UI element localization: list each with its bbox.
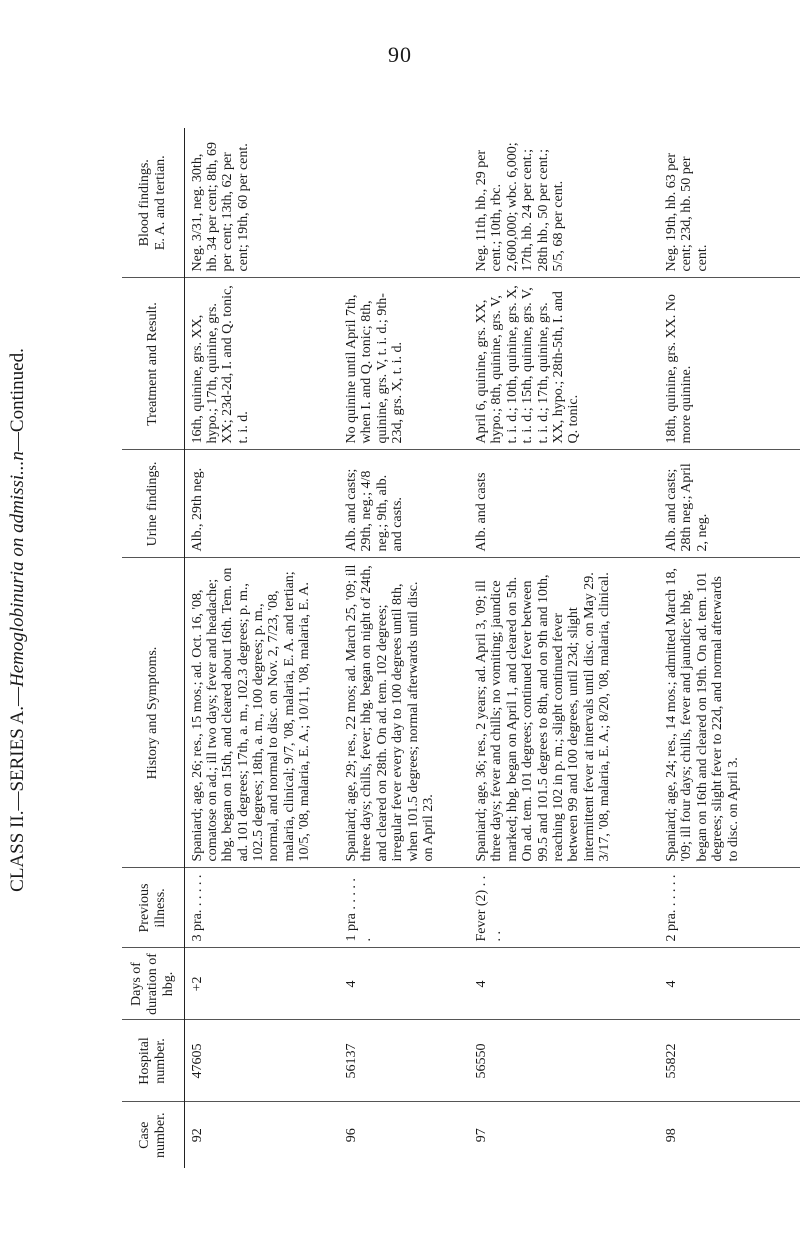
table-row xyxy=(184,128,339,1168)
running-head-suffix: —Continued. xyxy=(7,348,28,452)
cell-days: +2 xyxy=(184,948,339,1020)
cell-blood: Neg. 11th, hb., 29 per cent.; 10th, rbc. 2,600,000; wbc. 6,000; 17th, hb. 24 per cent.; 28th hb., 50 per cent.; 5/5, 68 per cent. xyxy=(474,142,566,272)
cell-previous-illness: 1 pra . . . . . . xyxy=(339,868,469,948)
cell-case-number: 96 xyxy=(339,1102,469,1168)
table-header-row xyxy=(122,128,184,1168)
cell-hospital-number: 56137 xyxy=(339,1020,469,1102)
table-row xyxy=(659,128,800,1168)
cell-days: 4 xyxy=(339,948,469,1020)
cell-history: Spaniard; age, 26; res., 15 mos.; ad. Oct. 16, '08, comatose on ad.; ill two days; fever and headache; hbg. began on 15th, and cleared about 16th. Tem. on ad. 101 degrees; 17th, a. m., 102.3 degrees; p. m., 102.5 degrees; 18th, a. m., 100 degrees; p. m., normal, and normal to disc. on Nov. 2, 7/23, '08, malaria, clinical; 9/7, '08, malaria, E. A. and tertian; 10/5, '08, malaria, E. A.; 10/11, '08, malaria, E. A. xyxy=(184,558,339,868)
cell-hospital-number: 47605 xyxy=(184,1020,339,1102)
cell-blood xyxy=(339,128,469,278)
cell-blood: Neg. 19th, hb. 63 per cent; 23d, hb. 50 per cent. xyxy=(664,152,710,272)
cell-previous-illness: 3 pra. . . . . . xyxy=(184,868,339,948)
running-head-ellipsis: ...n xyxy=(7,451,28,475)
table-row xyxy=(339,128,469,1168)
table-box xyxy=(122,128,800,1168)
header-previous-illness: Previous illness. xyxy=(122,868,184,948)
cell-previous-illness: 2 pra. . . . . . xyxy=(659,868,800,948)
header-blood-subtitle: E. A. and tertian. xyxy=(152,155,168,251)
cell-hospital-number: 55822 xyxy=(659,1020,800,1102)
header-hospital-number: Hospital number. xyxy=(122,1020,184,1102)
cell-treatment: 16th, quinine, grs. XX, hypo.; 17th, quinine, grs. XX; 23d-2d, I. and Q. tonic, t. i. d. xyxy=(184,278,339,450)
cell-hospital-number: 56550 xyxy=(469,1020,659,1102)
cell-treatment: No quinine until April 7th, when I. and Q. tonic; 8th, quinine, grs. V, t. i. d.; 9th-23d, grs. X, t. i. d. xyxy=(339,278,469,450)
cell-case-number: 97 xyxy=(469,1102,659,1168)
header-blood xyxy=(122,128,184,278)
cell-urine: Alb. and casts; 28th neg.; April 2, neg. xyxy=(659,450,800,558)
rotated-table-area xyxy=(122,128,800,1168)
page-number: 90 xyxy=(388,42,412,67)
cell-urine: Alb. and casts; 29th, neg.; 4/8 neg.; 9th, alb. and casts. xyxy=(339,450,469,558)
cell-urine: Alb. and casts xyxy=(469,450,659,558)
cell-urine: Alb., 29th neg. xyxy=(184,450,339,558)
case-records-table xyxy=(122,128,800,1168)
header-blood-title: Blood findings. xyxy=(136,159,152,247)
header-treatment: Treatment and Result. xyxy=(122,278,184,450)
table-row xyxy=(469,128,659,1168)
cell-history: Spaniard; age, 24; res., 14 mos.; admitted March 18, '09; ill four days; chills, fever and jaundice; hbg. began on 16th and cleared on 19th. On ad. tem. 101 degrees; slight fever to 22d, and normal afterwards to disc. on April 3. xyxy=(659,558,800,868)
cell-history: Spaniard; age, 36; res., 2 years; ad. April 3, '09; ill three days; fever and chills; no vomiting; jaundice marked; hbg. began on April 1, and cleared on 5th. On ad. tem. 101 degrees; continued fever between 99.5 and 101.5 degrees to 8th, and on 9th and 10th, reaching 102 in p. m.; slight continued fever between 99 and 100 degrees, until 23d; slight intermittent fever at intervals until disc. on May 29. 3/17, '08, malaria, E. A.; 8/20, '08, malaria, clinical. xyxy=(469,558,659,868)
running-head-prefix: CLASS II.—SERIES A.— xyxy=(7,687,28,892)
cell-treatment: 18th, quinine, grs. XX. No more quinine. xyxy=(659,278,800,450)
header-history: History and Symptoms. xyxy=(122,558,184,868)
cell-case-number: 92 xyxy=(184,1102,339,1168)
header-urine: Urine findings. xyxy=(122,450,184,558)
running-head xyxy=(6,100,30,1140)
header-days-duration: Days of duration of hbg. xyxy=(122,948,184,1020)
running-head-title: Hemoglobinuria on admissi xyxy=(7,474,28,688)
cell-history: Spaniard; age, 29; res., 22 mos; ad. March 25, '09; ill three days; chills, fever; hbg. began on night of 24th, and cleared on 28th. On ad. tem. 102 degrees; irregular fever every day to 100 degrees until 8th, when 101.5 degrees; normal afterwards until disc. on April 23. xyxy=(339,558,469,868)
cell-blood: Neg. 3/31, neg. 30th, hb. 34 per cent; 8th, 69 per cent; 13th, 62 per cent; 19th, 60 per cent. xyxy=(189,142,251,272)
cell-previous-illness: Fever (2) . . . . xyxy=(469,868,659,948)
cell-days: 4 xyxy=(469,948,659,1020)
header-case-number: Case number. xyxy=(122,1102,184,1168)
cell-days: 4 xyxy=(659,948,800,1020)
cell-case-number: 98 xyxy=(659,1102,800,1168)
cell-treatment: April 6, quinine, grs. XX, hypo.; 8th, quinine, grs. V, t. i. d.; 10th, quinine, grs. X, t. i. d.; 15th, quinine, grs. V, t. i. d.; 17th, quinine, grs. XX, hypo.; 28th-5th, I. and Q. tonic. xyxy=(469,278,659,450)
